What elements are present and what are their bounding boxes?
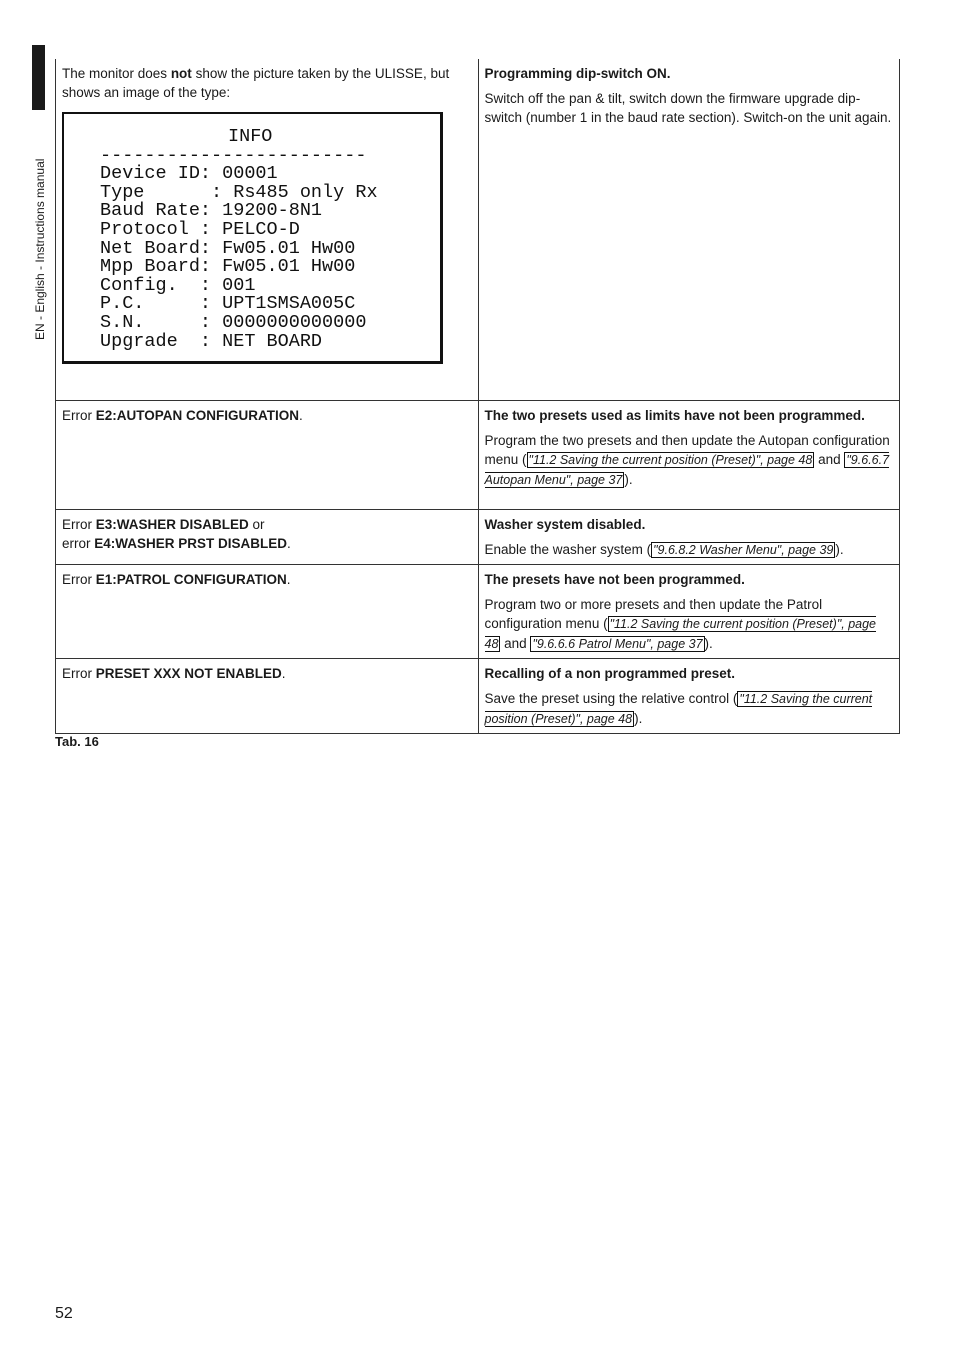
cross-reference-link[interactable]: "11.2 Saving the current position (Preset)", page 48 — [528, 453, 813, 467]
error-code: E1:PATROL CONFIGURATION — [95, 572, 287, 587]
table-cell-left: Error E2:AUTOPAN CONFIGURATION. — [56, 401, 479, 510]
monitor-description: The monitor does not show the picture taken by the ULISSE, but shows an image of the type: — [62, 66, 450, 100]
table-cell-left: Error E3:WASHER DISABLED or error E4:WASHER PRST DISABLED. — [56, 510, 479, 565]
monitor-line: Upgrade : NET BOARD — [100, 330, 323, 352]
table-cell-right — [478, 659, 900, 734]
table-row — [56, 510, 900, 565]
cross-reference-link[interactable]: "9.6.6.6 Patrol Menu", page 37 — [532, 637, 703, 651]
table-cell-left: Error E1:PATROL CONFIGURATION. — [56, 565, 479, 659]
table-cell-right — [478, 510, 900, 565]
table-cell-right — [478, 59, 900, 401]
monitor-title: INFO — [228, 126, 273, 147]
monitor-info-screen — [62, 112, 443, 364]
table-cell-right — [478, 401, 900, 510]
error-code: E2:AUTOPAN CONFIGURATION — [95, 408, 300, 423]
solution-text: Program the two presets and then update the Autopan configuration menu ( "11.2 Saving the current position (Preset)", page 48 and "9.6.6.7 Autopan Menu", page 37 ). — [484, 433, 890, 487]
monitor-line: Type : Rs485 only Rx — [100, 181, 378, 203]
cause-title: Recalling of a non programmed preset. — [484, 666, 736, 681]
side-tab-marker — [32, 45, 45, 110]
table-row — [56, 659, 900, 734]
cause-title: The two presets used as limits have not been programmed. — [484, 408, 865, 423]
cross-reference-link[interactable]: "11.2 Saving the current position (Preset)", page 48 — [484, 617, 877, 651]
monitor-separator: ------------------------ — [100, 144, 367, 166]
monitor-line: Config. : 001 — [100, 274, 256, 296]
cross-reference-link[interactable]: "9.6.6.7 Autopan Menu", page 37 — [484, 453, 890, 487]
table-row — [56, 401, 900, 510]
table-cell-left — [56, 59, 479, 401]
cross-reference-link[interactable]: "11.2 Saving the current position (Preset)", page 48 — [484, 692, 873, 726]
solution-text: Save the preset using the relative control ( "11.2 Saving the current position (Preset)", page 48 ). — [484, 691, 873, 726]
table-cell-right — [478, 565, 900, 659]
error-code: PRESET XXX NOT ENABLED — [95, 666, 282, 681]
table-caption: Tab. 16 — [55, 734, 99, 749]
solution-text: Switch off the pan & tilt, switch down the firmware upgrade dip-switch (number 1 in the baud rate section). Switch-on the unit again. — [484, 91, 892, 125]
error-code: E3:WASHER DISABLED — [95, 517, 249, 532]
error-code: E4:WASHER PRST DISABLED — [94, 536, 288, 551]
monitor-line: S.N. : 0000000000000 — [100, 311, 367, 333]
troubleshooting-table — [55, 59, 900, 734]
cause-title: Programming dip-switch ON. — [484, 66, 671, 81]
side-label-text: EN - English - Instructions manual — [33, 158, 47, 340]
monitor-line: P.C. : UPT1SMSA005C — [100, 293, 356, 315]
page-number: 52 — [55, 1305, 73, 1322]
side-label — [32, 116, 48, 346]
monitor-line: Mpp Board: Fw05.01 Hw00 — [100, 256, 356, 278]
cause-title: The presets have not been programmed. — [484, 572, 745, 587]
solution-text: Program two or more presets and then update the Patrol configuration menu ( "11.2 Saving the current position (Preset)", page 48 and "9.6.6.6 Patrol Menu", page 37 ). — [484, 597, 877, 651]
monitor-line: Baud Rate: 19200-8N1 — [100, 200, 323, 222]
cross-reference-link[interactable]: "9.6.8.2 Washer Menu", page 39 — [653, 543, 834, 557]
table-cell-left: Error PRESET XXX NOT ENABLED. — [56, 659, 479, 734]
monitor-line: Device ID: 00001 — [100, 163, 278, 185]
table-row — [56, 565, 900, 659]
cause-title: Washer system disabled. — [484, 517, 646, 532]
monitor-line: Net Board: Fw05.01 Hw00 — [100, 237, 356, 259]
monitor-line: Protocol : PELCO-D — [100, 218, 300, 240]
table-row — [56, 59, 900, 401]
solution-text: Enable the washer system ( "9.6.8.2 Washer Menu", page 39 ). — [484, 542, 844, 557]
